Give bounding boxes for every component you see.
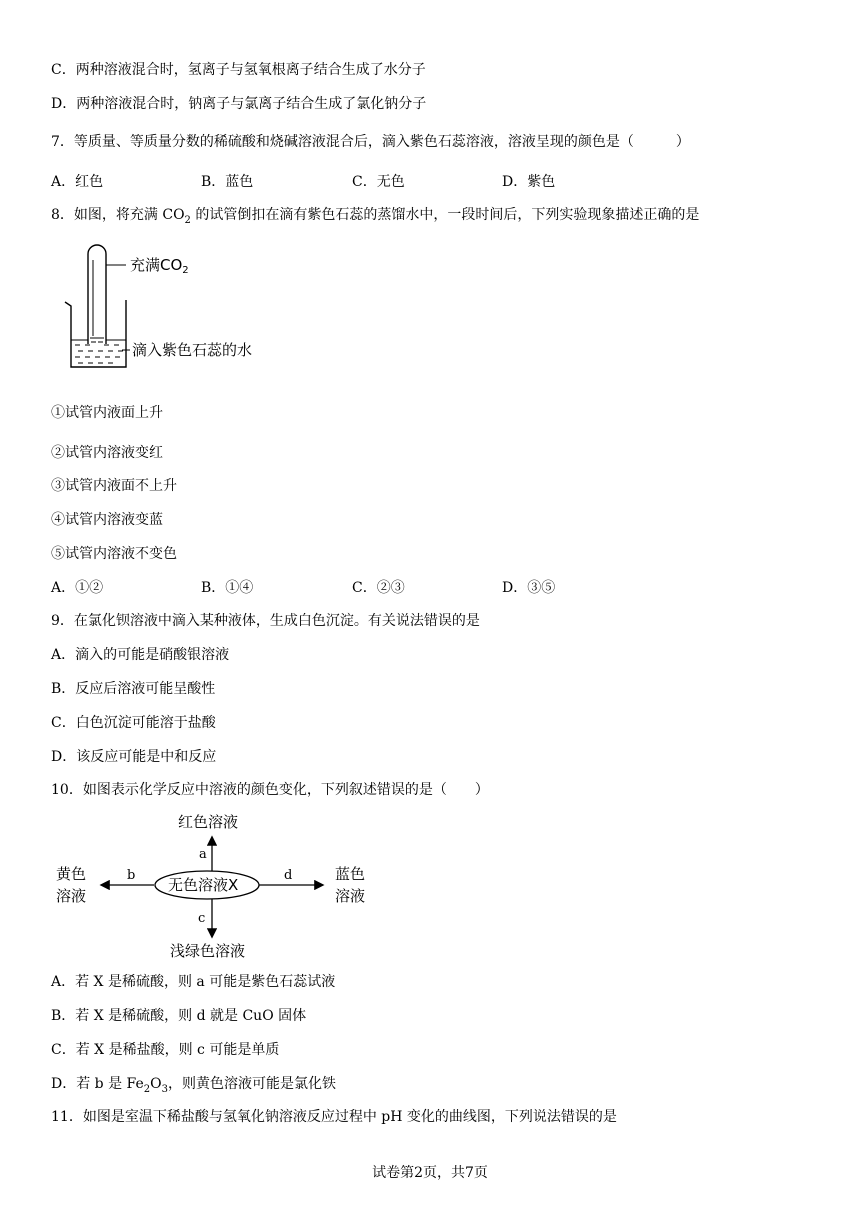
q6-option-c: C．两种溶液混合时，氢离子与氢氧根离子结合生成了水分子 (51, 62, 426, 78)
test-tube-figure (60, 240, 290, 372)
q9-option-c: C．白色沉淀可能溶于盐酸 (51, 715, 216, 731)
statement-5: ⑤试管内溶液不变色 (51, 546, 177, 562)
statement-4: ④试管内溶液变蓝 (51, 512, 163, 528)
q9-option-b: B．反应后溶液可能呈酸性 (51, 681, 216, 697)
litmus-water-label: 滴入紫色石蕊的水 (132, 341, 253, 359)
q8-option-d: D．③⑤ (502, 580, 556, 596)
statement-2: ②试管内溶液变红 (51, 445, 163, 461)
q8-stem: 8．如图，将充满 $CO_2$ 的试管倒扣在滴有紫色石蕊的蒸馏水中，一段时间后，下列实验现象描述正确的是 (51, 207, 700, 226)
arrow-b-label: b (127, 868, 136, 883)
q10-option-d: D．若 b 是 $Fe_2O_3$，则黄色溶液可能是氯化铁 (51, 1076, 337, 1095)
q7-option-b: B．蓝色 (201, 174, 254, 190)
q8-option-c: C．②③ (352, 580, 405, 596)
q10-option-c: C．若 X 是稀盐酸，则 c 可能是单质 (51, 1042, 280, 1058)
light-green-solution-label: 浅绿色溶液 (170, 942, 246, 960)
yellow-solution-label-1: 黄色 (56, 865, 87, 883)
q9-option-a: A．滴入的可能是硝酸银溶液 (51, 647, 230, 663)
blue-solution-label-2: 溶液 (335, 887, 366, 905)
co2-label: 充满$CO_2$ (130, 256, 189, 276)
q10-option-a: A．若 X 是稀硫酸，则 a 可能是紫色石蕊试液 (51, 974, 336, 990)
q7-stem: 7．等质量、等质量分数的稀硫酸和烧碱溶液混合后，滴入紫色石蕊溶液，溶液呈现的颜色是（ ） (51, 134, 690, 150)
arrow-d-label: d (284, 868, 293, 883)
q7-option-a: A．红色 (51, 174, 104, 190)
q10-stem: 10．如图表示化学反应中溶液的颜色变化，下列叙述错误的是（ ） (51, 782, 489, 798)
q10-option-b: B．若 X 是稀硫酸，则 d 就是 CuO 固体 (51, 1008, 307, 1024)
page-footer: 试卷第2页，共7页 (372, 1165, 488, 1181)
q8-option-a: A．①② (51, 580, 104, 596)
yellow-solution-label-2: 溶液 (56, 887, 87, 905)
q9-option-d: D．该反应可能是中和反应 (51, 749, 217, 765)
red-solution-label: 红色溶液 (178, 813, 239, 831)
statement-3: ③试管内液面不上升 (51, 478, 177, 494)
color-change-diagram (52, 808, 382, 964)
q7-option-d: D．紫色 (502, 174, 556, 190)
q11-stem: 11．如图是室温下稀盐酸与氢氧化钠溶液反应过程中 pH 变化的曲线图，下列说法错误的是 (51, 1109, 617, 1125)
statement-1: ①试管内液面上升 (51, 405, 163, 421)
q8-option-b: B．①④ (201, 580, 254, 596)
arrow-c-label: c (198, 911, 206, 926)
center-solution-label: 无色溶液X (168, 876, 239, 894)
arrow-a-label: a (199, 847, 207, 862)
blue-solution-label-1: 蓝色 (335, 865, 366, 883)
q6-option-d: D．两种溶液混合时，钠离子与氯离子结合生成了氯化钠分子 (51, 96, 427, 112)
q9-stem: 9．在氯化钡溶液中滴入某种液体，生成白色沉淀。有关说法错误的是 (51, 613, 480, 629)
q7-option-c: C．无色 (352, 174, 405, 190)
